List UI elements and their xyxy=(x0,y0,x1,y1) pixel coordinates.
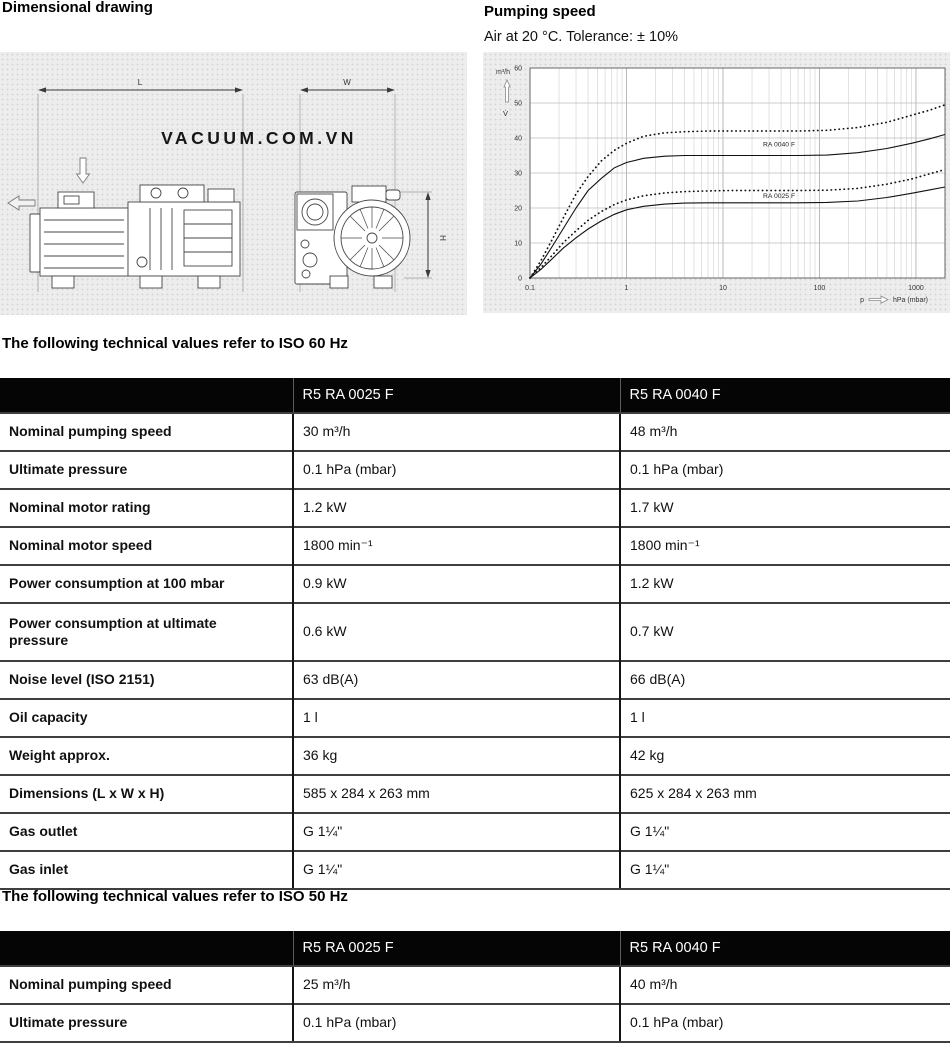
spec-label-cell: Oil capacity xyxy=(0,699,293,737)
spec-value-cell: 36 kg xyxy=(293,737,620,775)
model-header-cell: R5 RA 0040 F xyxy=(620,931,950,966)
table-row xyxy=(0,661,950,699)
model-header-cell: R5 RA 0040 F xyxy=(620,378,950,413)
spec-value-cell: G 1¼" xyxy=(293,813,620,851)
y-axis-tick-label: 60 xyxy=(514,65,522,73)
flow-symbol-label: V̇ xyxy=(503,109,509,118)
x-axis-tick-label: 0.1 xyxy=(525,285,535,292)
table-row xyxy=(0,775,950,813)
x-axis-symbol-label: p xyxy=(860,297,864,304)
corner-cell xyxy=(0,931,293,966)
spec-value-cell: 0.6 kW xyxy=(293,603,620,661)
spec-label-cell: Gas inlet xyxy=(0,851,293,889)
curve-label: RA 0040 F xyxy=(763,141,796,149)
spec-value-cell: 1800 min⁻¹ xyxy=(620,527,950,565)
spec-table-60hz xyxy=(0,378,950,890)
x-axis-unit-label: hPa (mbar) xyxy=(893,297,929,304)
table-row xyxy=(0,451,950,489)
pumping-speed-chart xyxy=(483,52,950,313)
watermark-text: VACUUM.COM.VN xyxy=(161,128,357,148)
spec-value-cell: 0.1 hPa (mbar) xyxy=(620,1004,950,1042)
x-axis-tick-label: 100 xyxy=(813,285,826,292)
flow-up-arrow-icon xyxy=(504,80,510,102)
x-axis-tick-label: 1 xyxy=(624,285,629,292)
spec-value-cell: 0.9 kW xyxy=(293,565,620,603)
spec-value-cell: 48 m³/h xyxy=(620,413,950,451)
corner-cell xyxy=(0,378,293,413)
spec-label-cell: Nominal motor rating xyxy=(0,489,293,527)
spec-value-cell: 30 m³/h xyxy=(293,413,620,451)
pressure-right-arrow-icon xyxy=(869,296,888,303)
pump-side-view xyxy=(30,185,240,288)
pump-dimensional-drawing xyxy=(0,52,467,315)
y-axis-tick-label: 50 xyxy=(514,100,522,108)
table-row xyxy=(0,966,950,1004)
spec-label-cell: Nominal pumping speed xyxy=(0,966,293,1004)
spec-label-cell: Ultimate pressure xyxy=(0,451,293,489)
y-axis-tick-label: 10 xyxy=(514,240,522,248)
spec-label-cell: Gas outlet xyxy=(0,813,293,851)
iso-60hz-heading: The following technical values refer to ISO 60 Hz xyxy=(2,335,348,352)
model-header-cell: R5 RA 0025 F xyxy=(293,378,620,413)
gas-inlet-arrow-icon xyxy=(77,158,90,183)
spec-label-cell: Power consumption at ultimate pressure xyxy=(0,603,293,661)
spec-value-cell: 0.1 hPa (mbar) xyxy=(620,451,950,489)
spec-value-cell: 63 dB(A) xyxy=(293,661,620,699)
dimensional-drawing-panel xyxy=(0,52,467,315)
dimensional-drawing-title: Dimensional drawing xyxy=(2,0,153,16)
spec-value-cell: 1 l xyxy=(620,699,950,737)
chart-subtitle: Air at 20 °C. Tolerance: ± 10% xyxy=(484,29,679,45)
spec-value-cell: G 1¼" xyxy=(620,851,950,889)
pump-end-view xyxy=(295,186,410,288)
dim-label-length: L xyxy=(137,78,143,87)
spec-value-cell: 0.1 hPa (mbar) xyxy=(293,451,620,489)
table-row xyxy=(0,737,950,775)
spec-value-cell: 40 m³/h xyxy=(620,966,950,1004)
table-row xyxy=(0,603,950,661)
table-row xyxy=(0,527,950,565)
spec-label-cell: Nominal pumping speed xyxy=(0,413,293,451)
table-row xyxy=(0,489,950,527)
spec-label-cell: Weight approx. xyxy=(0,737,293,775)
pumping-speed-title: Pumping speed xyxy=(484,3,596,20)
y-axis-tick-label: 0 xyxy=(518,275,522,283)
spec-label-cell: Power consumption at 100 mbar xyxy=(0,565,293,603)
spec-label-cell: Ultimate pressure xyxy=(0,1004,293,1042)
table-row xyxy=(0,699,950,737)
dim-label-height: H xyxy=(438,235,447,241)
table-header-row xyxy=(0,378,950,413)
y-axis-tick-label: 20 xyxy=(514,205,522,213)
pumping-speed-chart-panel xyxy=(483,52,950,313)
spec-label-cell: Nominal motor speed xyxy=(0,527,293,565)
spec-label-cell: Noise level (ISO 2151) xyxy=(0,661,293,699)
spec-value-cell: 0.1 hPa (mbar) xyxy=(293,1004,620,1042)
x-axis-tick-label: 1000 xyxy=(908,285,924,292)
y-axis-tick-label: 40 xyxy=(514,135,522,143)
spec-value-cell: 42 kg xyxy=(620,737,950,775)
spec-value-cell: G 1¼" xyxy=(620,813,950,851)
table-header-row xyxy=(0,931,950,966)
table-row xyxy=(0,413,950,451)
spec-value-cell: 0.7 kW xyxy=(620,603,950,661)
curve-label: RA 0025 F xyxy=(763,193,796,201)
dim-label-width: W xyxy=(343,78,351,87)
spec-value-cell: 585 x 284 x 263 mm xyxy=(293,775,620,813)
table-row xyxy=(0,813,950,851)
model-header-cell: R5 RA 0025 F xyxy=(293,931,620,966)
x-axis-tick-label: 10 xyxy=(719,285,727,292)
gas-outlet-arrow-icon xyxy=(8,196,35,210)
spec-value-cell: 1800 min⁻¹ xyxy=(293,527,620,565)
spec-value-cell: G 1¼" xyxy=(293,851,620,889)
spec-value-cell: 1.7 kW xyxy=(620,489,950,527)
iso-50hz-heading: The following technical values refer to ISO 50 Hz xyxy=(2,888,348,905)
spec-table-50hz xyxy=(0,931,950,1043)
y-axis-unit-label: m³/h xyxy=(496,69,510,76)
table-row xyxy=(0,851,950,889)
spec-value-cell: 625 x 284 x 263 mm xyxy=(620,775,950,813)
table-row xyxy=(0,565,950,603)
table-row xyxy=(0,1004,950,1042)
y-axis-tick-label: 30 xyxy=(514,170,522,178)
spec-value-cell: 1.2 kW xyxy=(620,565,950,603)
spec-value-cell: 25 m³/h xyxy=(293,966,620,1004)
spec-value-cell: 1.2 kW xyxy=(293,489,620,527)
spec-value-cell: 1 l xyxy=(293,699,620,737)
spec-label-cell: Dimensions (L x W x H) xyxy=(0,775,293,813)
spec-value-cell: 66 dB(A) xyxy=(620,661,950,699)
